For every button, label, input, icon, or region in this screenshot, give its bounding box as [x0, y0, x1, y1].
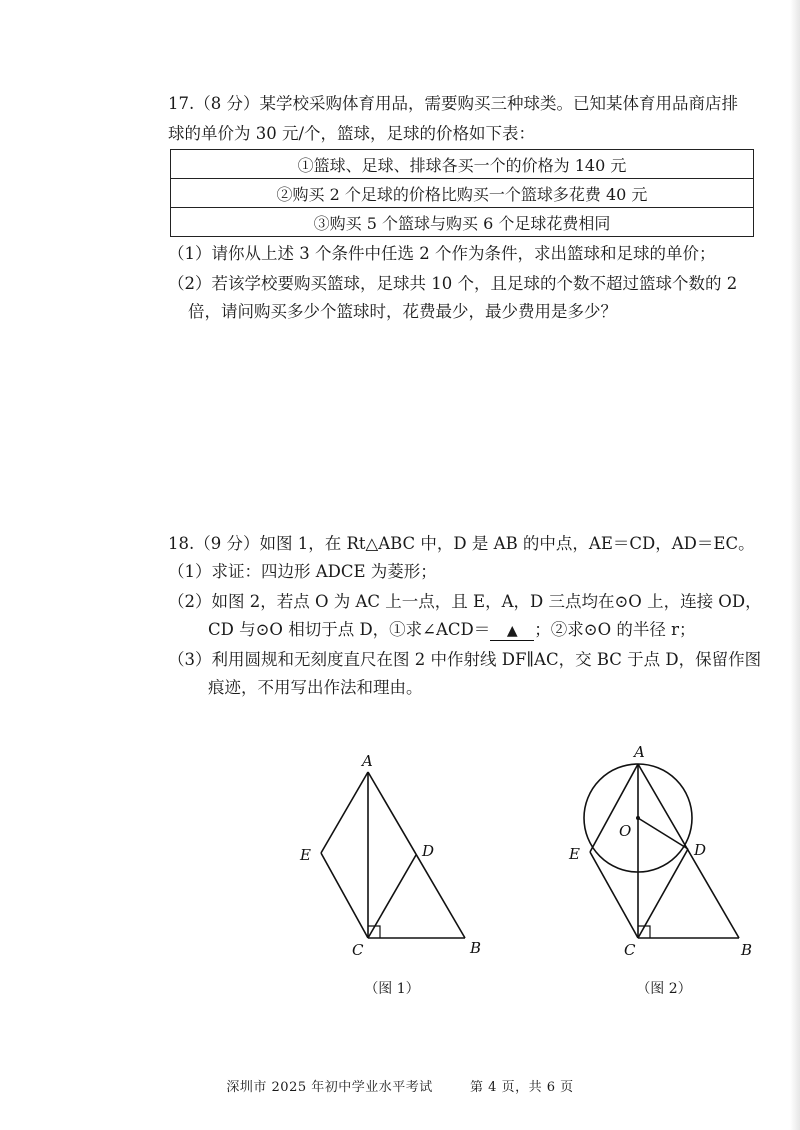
- q18-part2-text-a: CD 与⊙O 相切于点 D，①求∠ACD＝: [208, 620, 491, 639]
- q18-part3-line2: 痕迹，不用写出作法和理由。: [208, 678, 423, 697]
- figure-2-diagram: [560, 738, 760, 968]
- point-label-C: C: [352, 941, 364, 959]
- point-label-D: D: [422, 842, 435, 860]
- q18-part2-line2: [208, 618, 800, 642]
- segment-CD: [638, 849, 688, 938]
- condition-1: ①篮球、足球、排球各买一个的价格为 140 元: [171, 150, 754, 179]
- answer-blank: [490, 622, 534, 641]
- segment-EC: [321, 853, 368, 938]
- condition-2: ②购买 2 个足球的价格比购买一个篮球多花费 40 元: [171, 179, 754, 208]
- q18-part1: （1）求证：四边形 ADCE 为菱形；: [168, 562, 437, 581]
- point-label-E: E: [300, 846, 311, 864]
- point-label-D: D: [694, 841, 707, 859]
- exam-title: 深圳市 2025 年初中学业水平考试: [226, 1080, 433, 1095]
- q17-stem-line2: 球的单价为 30 元/个，篮球，足球的价格如下表：: [168, 124, 536, 143]
- point-label-A: A: [362, 752, 373, 770]
- point-label-A: A: [634, 743, 645, 761]
- table-row: [171, 179, 754, 208]
- page-footer: [0, 1076, 800, 1095]
- page-edge-shadow: [790, 0, 800, 1130]
- center-dot-O: [636, 816, 640, 820]
- point-label-B: B: [470, 939, 482, 957]
- point-label-E: E: [569, 845, 580, 863]
- q17-part2-line1: （2）若该学校要购买篮球，足球共 10 个，且足球的个数不超过篮球个数的 2: [168, 274, 738, 293]
- q18-part2-line1: （2）如图 2，若点 O 为 AC 上一点，且 E，A，D 三点均在⊙O 上，连接 OD，: [168, 592, 762, 611]
- q17-stem-line1: 17.（8 分）某学校采购体育用品，需要购买三种球类。已知某体育用品商店排: [168, 94, 738, 113]
- q18-part2-text-b: ；②求⊙O 的半径 r；: [534, 620, 696, 639]
- figure-1-diagram: [290, 745, 490, 965]
- segment-EC: [590, 852, 638, 938]
- q18-stem: 18.（9 分）如图 1，在 Rt△ABC 中，D 是 AB 的中点，AE＝CD，AD＝EC。: [168, 534, 755, 553]
- figure-1-caption: （图 1）: [364, 981, 420, 997]
- triangle-icon: ▲: [506, 623, 518, 639]
- page-number: 第 4 页，共 6 页: [470, 1080, 574, 1095]
- segment-AE: [321, 772, 368, 853]
- table-row: [171, 150, 754, 179]
- q17-part1: （1）请你从上述 3 个条件中任选 2 个作为条件，求出篮球和足球的单价；: [168, 244, 716, 263]
- condition-3: ③购买 5 个篮球与购买 6 个足球花费相同: [171, 208, 754, 237]
- table-row: [171, 208, 754, 237]
- q17-part2-line2: 倍，请问购买多少个篮球时，花费最少，最少费用是多少？: [188, 302, 617, 321]
- point-label-B: B: [741, 941, 753, 959]
- point-label-C: C: [624, 941, 636, 959]
- q18-part3-line1: （3）利用圆规和无刻度直尺在图 2 中作射线 DF∥AC，交 BC 于点 D，保留作图: [168, 650, 762, 669]
- q17-price-table: [170, 149, 754, 237]
- point-label-O: O: [619, 822, 632, 840]
- figure-2-caption: （图 2）: [636, 981, 692, 997]
- segment-OD: [638, 818, 688, 849]
